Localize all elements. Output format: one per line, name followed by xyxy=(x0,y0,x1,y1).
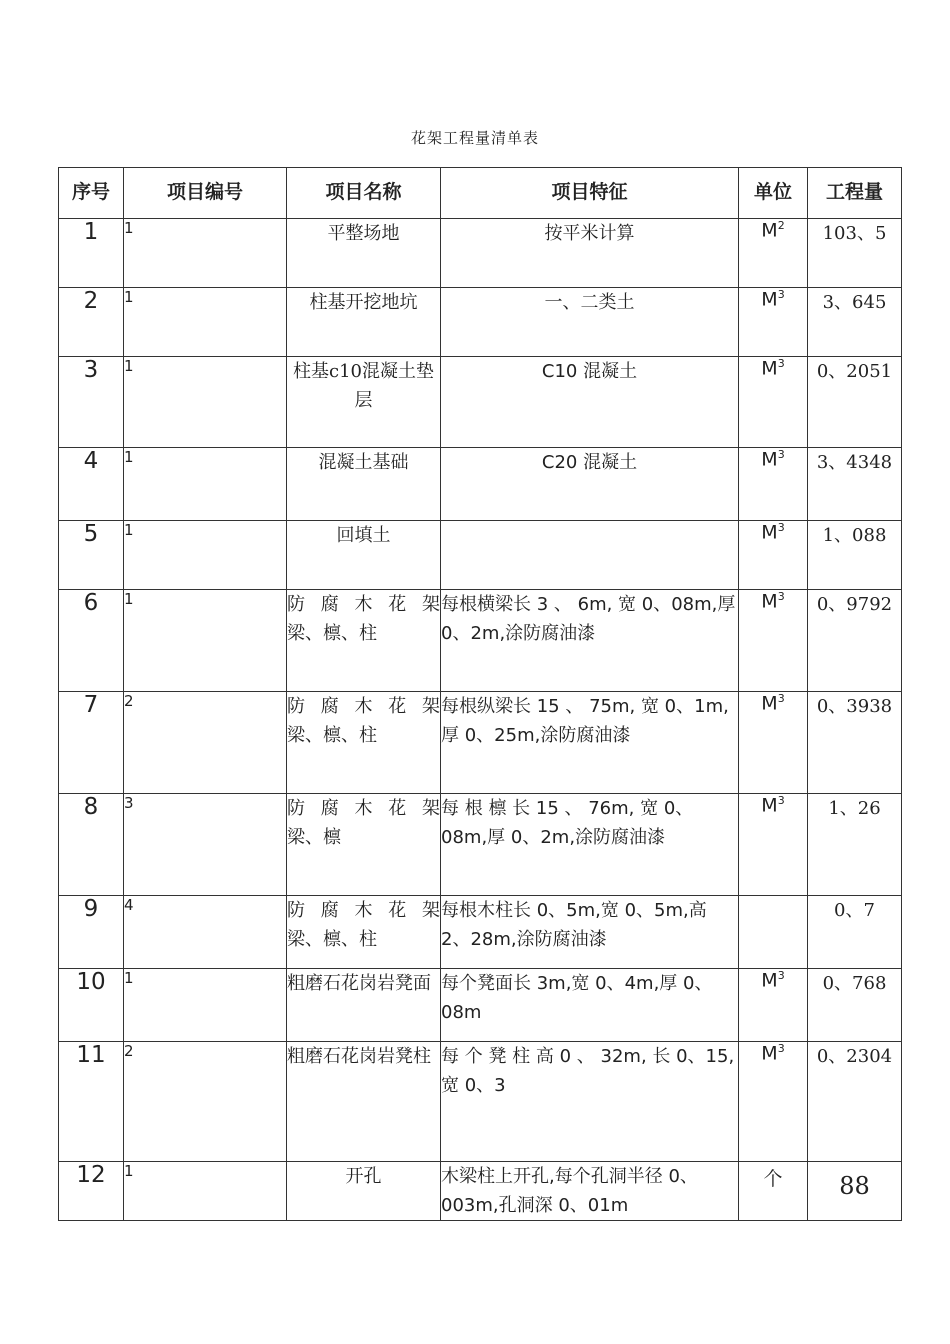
cell-code: 1 xyxy=(124,288,287,357)
unit-base: M xyxy=(761,794,778,817)
cell-unit xyxy=(739,357,808,448)
header-seq: 序号 xyxy=(59,168,124,219)
cell-code: 1 xyxy=(124,219,287,288)
cell-name: 粗磨石花岗岩凳面 xyxy=(287,969,441,1042)
cell-code: 3 xyxy=(124,794,287,896)
table-row xyxy=(59,969,902,1042)
cell-code: 1 xyxy=(124,590,287,692)
cell-name xyxy=(287,590,441,692)
cell-name xyxy=(287,794,441,896)
header-quantity: 工程量 xyxy=(808,168,902,219)
name-line-1: 防腐木花架 xyxy=(287,594,440,615)
cell-code: 1 xyxy=(124,521,287,590)
cell-code: 2 xyxy=(124,1042,287,1162)
unit-exponent: 3 xyxy=(777,590,785,603)
cell-feature: 每 根 檩 长 15 、 76m, 宽 0、08m,厚 0、2m,涂防腐油漆 xyxy=(441,794,739,896)
table-row xyxy=(59,288,902,357)
cell-quantity: 0、2304 xyxy=(808,1042,902,1162)
cell-name xyxy=(287,896,441,969)
cell-feature: C10 混凝土 xyxy=(441,357,739,448)
cell-code: 4 xyxy=(124,896,287,969)
cell-code: 1 xyxy=(124,448,287,521)
cell-name: 平整场地 xyxy=(287,219,441,288)
cell-seq: 3 xyxy=(59,357,124,448)
cell-feature: 每个凳面长 3m,宽 0、4m,厚 0、08m xyxy=(441,969,739,1042)
header-name: 项目名称 xyxy=(287,168,441,219)
table-row xyxy=(59,357,902,448)
cell-seq: 2 xyxy=(59,288,124,357)
cell-code: 2 xyxy=(124,692,287,794)
cell-quantity: 0、768 xyxy=(808,969,902,1042)
cell-unit xyxy=(739,590,808,692)
unit-base: M xyxy=(761,590,778,613)
quantity-table xyxy=(58,167,902,1221)
cell-unit xyxy=(739,219,808,288)
table-row xyxy=(59,219,902,288)
cell-name: 开孔 xyxy=(287,1162,441,1221)
cell-quantity: 1、26 xyxy=(808,794,902,896)
unit-exponent: 2 xyxy=(777,219,785,232)
name-line-2: 梁、檩、柱 xyxy=(287,725,377,746)
cell-seq: 11 xyxy=(59,1042,124,1162)
table-row xyxy=(59,1162,902,1221)
cell-name: 粗磨石花岗岩凳柱 xyxy=(287,1042,441,1162)
unit-exponent: 3 xyxy=(777,969,785,982)
unit-exponent: 3 xyxy=(777,448,785,461)
cell-name: 柱基c10混凝土垫层 xyxy=(287,357,441,448)
cell-quantity: 103、5 xyxy=(808,219,902,288)
table-row xyxy=(59,896,902,969)
cell-unit xyxy=(739,896,808,969)
cell-name: 柱基开挖地坑 xyxy=(287,288,441,357)
header-code: 项目编号 xyxy=(124,168,287,219)
unit-base: M xyxy=(761,1042,778,1065)
name-line-2: 梁、檩 xyxy=(287,827,341,848)
unit-base: M xyxy=(761,288,778,311)
unit-base: M xyxy=(761,219,778,242)
cell-code: 1 xyxy=(124,357,287,448)
cell-feature: 每根纵梁长 15 、 75m, 宽 0、1m,厚 0、25m,涂防腐油漆 xyxy=(441,692,739,794)
cell-code: 1 xyxy=(124,1162,287,1221)
cell-seq: 8 xyxy=(59,794,124,896)
name-line-1: 防腐木花架 xyxy=(287,696,440,717)
cell-quantity: 3、645 xyxy=(808,288,902,357)
unit-base: M xyxy=(761,692,778,715)
cell-code: 1 xyxy=(124,969,287,1042)
cell-name: 混凝土基础 xyxy=(287,448,441,521)
table-row xyxy=(59,692,902,794)
cell-feature: 每 个 凳 柱 高 0 、 32m, 长 0、15,宽 0、3 xyxy=(441,1042,739,1162)
cell-unit xyxy=(739,521,808,590)
cell-quantity: 0、9792 xyxy=(808,590,902,692)
cell-quantity: 0、3938 xyxy=(808,692,902,794)
cell-seq: 10 xyxy=(59,969,124,1042)
cell-seq: 1 xyxy=(59,219,124,288)
cell-unit xyxy=(739,692,808,794)
cell-unit xyxy=(739,1042,808,1162)
cell-quantity: 0、2051 xyxy=(808,357,902,448)
unit-base: M xyxy=(761,969,778,992)
cell-name xyxy=(287,692,441,794)
cell-feature: 每根木柱长 0、5m,宽 0、5m,高 2、28m,涂防腐油漆 xyxy=(441,896,739,969)
cell-unit xyxy=(739,1162,808,1221)
cell-seq: 6 xyxy=(59,590,124,692)
cell-unit xyxy=(739,288,808,357)
cell-unit xyxy=(739,794,808,896)
unit-base: M xyxy=(761,521,778,544)
table-row xyxy=(59,590,902,692)
table-row xyxy=(59,794,902,896)
name-line-2: 梁、檩、柱 xyxy=(287,623,377,644)
cell-feature: 木梁柱上开孔,每个孔洞半径 0、003m,孔洞深 0、01m xyxy=(441,1162,739,1221)
table-row xyxy=(59,448,902,521)
cell-seq: 7 xyxy=(59,692,124,794)
cell-name: 回填土 xyxy=(287,521,441,590)
cell-seq: 5 xyxy=(59,521,124,590)
name-line-1: 防腐木花架 xyxy=(287,900,440,921)
cell-seq: 4 xyxy=(59,448,124,521)
table-header-row xyxy=(59,168,902,219)
unit-exponent: 3 xyxy=(777,1042,785,1055)
cell-quantity: 1、088 xyxy=(808,521,902,590)
unit-exponent: 3 xyxy=(777,692,785,705)
cell-seq: 9 xyxy=(59,896,124,969)
cell-feature xyxy=(441,521,739,590)
unit-exponent: 3 xyxy=(777,288,785,301)
unit-base: 个 xyxy=(763,1168,783,1190)
unit-exponent: 3 xyxy=(777,357,785,370)
cell-feature: 一、二类土 xyxy=(441,288,739,357)
unit-base: M xyxy=(761,357,778,380)
cell-quantity: 3、4348 xyxy=(808,448,902,521)
cell-quantity: 88 xyxy=(808,1162,902,1221)
header-feature: 项目特征 xyxy=(441,168,739,219)
cell-seq: 12 xyxy=(59,1162,124,1221)
cell-unit xyxy=(739,969,808,1042)
name-line-1: 防腐木花架 xyxy=(287,798,440,819)
unit-exponent: 3 xyxy=(777,794,785,807)
name-line-2: 梁、檩、柱 xyxy=(287,929,377,950)
table-row xyxy=(59,1042,902,1162)
unit-exponent: 3 xyxy=(777,521,785,534)
cell-feature: 每根横梁长 3 、 6m, 宽 0、08m,厚 0、2m,涂防腐油漆 xyxy=(441,590,739,692)
cell-quantity: 0、7 xyxy=(808,896,902,969)
header-unit: 单位 xyxy=(739,168,808,219)
cell-feature: C20 混凝土 xyxy=(441,448,739,521)
unit-base: M xyxy=(761,448,778,471)
table-row xyxy=(59,521,902,590)
cell-unit xyxy=(739,448,808,521)
page-title: 花架工程量清单表 xyxy=(410,129,539,147)
cell-feature: 按平米计算 xyxy=(441,219,739,288)
